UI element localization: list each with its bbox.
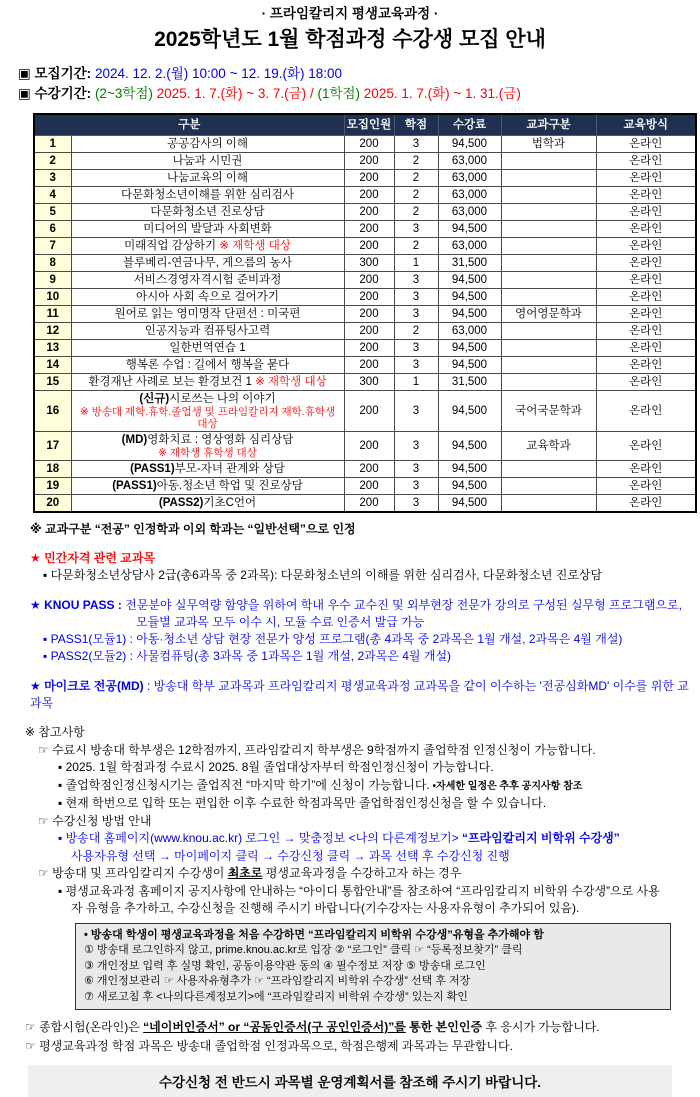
course-name-text: 다문화청소년이해를 위한 심리검사 [120, 188, 295, 201]
box-step-3: ⑥ 개인정보관리 ☞ 사용자유형추가 ☞ “프라임칼리지 비학위 수강생” 선택 후 저장 [84, 975, 471, 987]
course-name-text: 행복론 수업 : 길에서 행복을 묻다 [125, 358, 290, 371]
course-name-prefix: (PASS1) [130, 462, 175, 475]
course-name-cell [71, 374, 344, 391]
dept-cell [501, 170, 596, 187]
fee-cell: 63,000 [438, 153, 501, 170]
method-cell: 온라인 [596, 357, 696, 374]
row-number-cell: 17 [34, 432, 71, 461]
credits-cell: 3 [394, 340, 438, 357]
private-cert-heading: ★ 민간자격 관련 교과목 [30, 551, 156, 565]
course-name-text: 나눔교육의 이해 [167, 171, 248, 184]
course-period-dates-b: 2025. 1. 7.(화) ~ 1. 31.(금) [360, 86, 521, 101]
dept-cell [501, 187, 596, 204]
dept-cell: 교육학과 [501, 432, 596, 461]
course-name-cell [71, 187, 344, 204]
course-name-line [74, 223, 342, 236]
course-name-cell [71, 461, 344, 478]
course-name-cell [71, 170, 344, 187]
credits-cell: 2 [394, 204, 438, 221]
reference-notes-section [0, 724, 700, 918]
table-row [34, 221, 696, 238]
credits-cell: 3 [394, 289, 438, 306]
note-credit-recognition: ☞ 수료시 방송대 학부생은 12학점까지, 프라임칼리지 학부생은 9학점까지 졸업학점 인정신청이 가능합니다. [38, 742, 596, 757]
note-apply-nav-line2: 사용자유형 선택 → 마이페이지 클릭 → 수강신청 클릭 → 과목 선택 후 수강신청 진행 [71, 848, 510, 863]
course-name-cell [71, 204, 344, 221]
credits-cell: 2 [394, 170, 438, 187]
method-cell: 온라인 [596, 461, 696, 478]
final-notes [0, 1018, 700, 1056]
table-row [34, 187, 696, 204]
capacity-cell: 200 [344, 478, 394, 495]
course-period-credit-b: (1학점) [317, 86, 361, 101]
fee-cell: 31,500 [438, 374, 501, 391]
course-name-cell [71, 255, 344, 272]
capacity-cell: 200 [344, 357, 394, 374]
credits-cell: 3 [394, 136, 438, 153]
notes-heading: ※ 참고사항 [25, 725, 85, 739]
dept-cell [501, 495, 596, 513]
course-name-cell [71, 306, 344, 323]
knou-pass-section [0, 597, 700, 665]
col-header-credits: 학점 [394, 114, 438, 136]
course-name-cell [71, 136, 344, 153]
course-name-text: 영화치료 : 영상영화 심리상담 [147, 433, 294, 446]
recruit-period-value: 2024. 12. 2.(월) 10:00 ~ 12. 19.(화) 18:00 [94, 66, 343, 81]
col-header-fee: 수강료 [438, 114, 501, 136]
period-info [18, 64, 700, 104]
dept-cell [501, 255, 596, 272]
credits-cell: 1 [394, 374, 438, 391]
note-first-time-line [38, 865, 700, 883]
capacity-cell: 200 [344, 204, 394, 221]
course-name-line [74, 376, 342, 389]
course-period-line [18, 84, 700, 104]
course-name-cell [71, 357, 344, 374]
method-cell: 온라인 [596, 170, 696, 187]
row-number-cell: 4 [34, 187, 71, 204]
course-note-inline: ※ 재학생 대상 [251, 375, 327, 388]
footer-notice: 수강신청 전 반드시 과목별 운영계획서를 참조해 주시기 바랍니다. [28, 1065, 672, 1097]
credits-cell: 2 [394, 153, 438, 170]
method-cell: 온라인 [596, 391, 696, 432]
course-name-cell [71, 323, 344, 340]
table-row [34, 136, 696, 153]
course-name-cell [71, 432, 344, 461]
first-time-pre: ☞ 방송대 및 프라임칼리지 수강생이 [38, 866, 228, 880]
note-credit-sub2-extra: •자세한 일정은 추후 공지사항 참조 [429, 780, 583, 792]
col-header-method: 교육방식 [596, 114, 696, 136]
recruit-period-label: ▣ 모집기간: [18, 66, 92, 81]
fee-cell: 94,500 [438, 391, 501, 432]
row-number-cell: 5 [34, 204, 71, 221]
capacity-cell: 200 [344, 153, 394, 170]
fee-cell: 94,500 [438, 461, 501, 478]
course-name-text: 나눔과 시민권 [172, 154, 243, 167]
dept-cell [501, 340, 596, 357]
dept-cell [501, 478, 596, 495]
capacity-cell: 200 [344, 238, 394, 255]
table-row [34, 432, 696, 461]
fee-cell: 94,500 [438, 272, 501, 289]
row-number-cell: 11 [34, 306, 71, 323]
course-name-line [74, 342, 342, 355]
fee-cell: 31,500 [438, 255, 501, 272]
course-name-text: 환경재난 사례로 보는 환경보건 1 [88, 375, 252, 388]
table-row [34, 323, 696, 340]
recruit-period-line [18, 64, 700, 84]
table-row [34, 391, 696, 432]
row-number-cell: 6 [34, 221, 71, 238]
course-name-text: 기초C언어 [203, 496, 257, 509]
table-row [34, 255, 696, 272]
course-name-cell [71, 221, 344, 238]
course-period-label: ▣ 수강기간: [18, 86, 92, 101]
knou-pass-desc2: 모듈별 교과목 모두 이수 시, 모듈 수료 인증서 발급 가능 [136, 615, 425, 629]
course-name-cell [71, 340, 344, 357]
row-number-cell: 1 [34, 136, 71, 153]
method-cell: 온라인 [596, 204, 696, 221]
note-apply-nav-line1 [58, 830, 700, 848]
course-name-line [74, 434, 342, 447]
knou-pass-heading: ★ KNOU PASS : [30, 598, 126, 612]
private-cert-section [0, 550, 700, 584]
table-row [34, 289, 696, 306]
method-cell: 온라인 [596, 340, 696, 357]
table-row [34, 374, 696, 391]
dept-cell [501, 204, 596, 221]
dept-cell: 법학과 [501, 136, 596, 153]
fee-cell: 63,000 [438, 204, 501, 221]
capacity-cell: 200 [344, 391, 394, 432]
dept-cell: 영어영문학과 [501, 306, 596, 323]
table-row [34, 461, 696, 478]
note-first-time-sub: ▪ 평생교육과정 홈페이지 공지사항에 안내하는 “아이디 통합안내”를 참조하여 “프라임칼리지 비학위 수강생”으로 사용자 유형을 추가하고, 수강신청을 진행해 주시기 바랍니다(기수강자는 사용자유형이 추가되어 있음). [58, 883, 660, 915]
fee-cell: 63,000 [438, 238, 501, 255]
method-cell: 온라인 [596, 255, 696, 272]
note-credit-sub2-text: ▪ 졸업학점인정신청시기는 졸업직전 “마지막 학기”에 신청이 가능합니다. [58, 777, 430, 792]
micro-major-heading: ★ 마이크로 전공(MD) [30, 679, 144, 693]
fee-cell: 94,500 [438, 136, 501, 153]
knou-pass-desc1: 전문분야 실무역량 함양을 위하여 학내 우수 교수진 및 외부현장 전문가 강의로 구성된 실무형 프로그램으로, [125, 598, 682, 612]
dept-cell [501, 323, 596, 340]
dept-cell [501, 272, 596, 289]
table-row [34, 340, 696, 357]
col-header-capacity: 모집인원 [344, 114, 394, 136]
first-time-emph: 최초로 [227, 866, 263, 880]
credits-cell: 2 [394, 187, 438, 204]
course-name-text: 미디어의 발달과 사회변화 [143, 222, 272, 235]
credits-cell: 3 [394, 357, 438, 374]
fee-cell: 94,500 [438, 495, 501, 513]
credits-cell: 3 [394, 391, 438, 432]
credits-cell: 2 [394, 323, 438, 340]
course-name-cell [71, 391, 344, 432]
course-name-line [74, 240, 342, 253]
box-step-2: ③ 개인정보 입력 후 실명 확인, 공동이용약관 동의 ④ 필수정보 저장 ⑤ 방송대 로그인 [84, 959, 486, 972]
capacity-cell: 200 [344, 289, 394, 306]
dept-cell [501, 153, 596, 170]
course-name-line [74, 393, 342, 406]
row-number-cell: 3 [34, 170, 71, 187]
capacity-cell: 200 [344, 495, 394, 513]
table-row [34, 306, 696, 323]
capacity-cell: 200 [344, 221, 394, 238]
course-name-text: 블루베리-연금나무, 게으름의 농사 [123, 256, 292, 269]
course-name-line [74, 206, 342, 219]
row-number-cell: 16 [34, 391, 71, 432]
box-step-1: ① 방송대 로그인하지 않고, prime.knou.ac.kr로 입장 ② “로그인” 클릭 ☞ “등록정보찾기” 클릭 [84, 944, 523, 956]
method-cell: 온라인 [596, 221, 696, 238]
course-table-body [34, 136, 696, 513]
table-row [34, 478, 696, 495]
capacity-cell: 200 [344, 340, 394, 357]
credits-cell: 3 [394, 478, 438, 495]
method-cell: 온라인 [596, 306, 696, 323]
nav-path-text: ▪ 방송대 홈페이지(www.knou.ac.kr) 로그인 → 맞춤정보 <나의 다른계정보기> [58, 831, 462, 845]
knou-pass-desc-line [30, 597, 700, 614]
fee-cell: 94,500 [438, 357, 501, 374]
fee-cell: 94,500 [438, 221, 501, 238]
course-note-inline: ※ 재학생 대상 [216, 239, 291, 252]
micro-major-section [0, 678, 700, 712]
course-name-text: 공공감사의 이해 [167, 137, 248, 150]
credits-cell: 3 [394, 272, 438, 289]
table-row [34, 204, 696, 221]
table-row [34, 272, 696, 289]
dept-cell [501, 357, 596, 374]
exam-auth-bold: 통한 본인인증 [405, 1020, 483, 1034]
capacity-cell: 200 [344, 136, 394, 153]
row-number-cell: 20 [34, 495, 71, 513]
course-name-text: 일한번역연습 1 [169, 341, 246, 354]
course-table [33, 113, 697, 513]
course-name-line [74, 291, 342, 304]
course-name-cell [71, 238, 344, 255]
course-name-line [74, 274, 342, 287]
row-number-cell: 8 [34, 255, 71, 272]
course-name-line [74, 155, 342, 168]
row-number-cell: 2 [34, 153, 71, 170]
course-name-prefix: (PASS2) [158, 496, 204, 509]
fee-cell: 94,500 [438, 478, 501, 495]
course-name-text: 다문화청소년 진로상담 [150, 205, 265, 218]
doc-subtitle: · 프라임칼리지 평생교육과정 · [261, 6, 439, 21]
micro-major-line [30, 678, 700, 712]
row-number-cell: 19 [34, 478, 71, 495]
method-cell: 온라인 [596, 272, 696, 289]
course-period-credit-a: (2~3학점) [94, 86, 153, 101]
first-time-post: 평생교육과정을 수강하고자 하는 경우 [262, 866, 462, 880]
method-cell: 온라인 [596, 323, 696, 340]
course-name-text: 아시아 사회 속으로 걸어가기 [136, 290, 279, 303]
method-cell: 온라인 [596, 238, 696, 255]
method-cell: 온라인 [596, 153, 696, 170]
private-cert-item: ▪ 다문화청소년상담사 2급(총6과목 중 2과목): 다문화청소년의 이해를 위한 심리검사, 다문화청소년 진로상담 [43, 568, 603, 582]
fee-cell: 94,500 [438, 289, 501, 306]
knou-pass-item-2: ▪ PASS2(모듈2) : 사물컴퓨팅(총 3과목 중 1과목은 1월 개설, 2과목은 4월 개설) [43, 649, 452, 663]
capacity-cell: 300 [344, 374, 394, 391]
course-name-prefix: (PASS1) [112, 479, 157, 492]
dept-cell [501, 238, 596, 255]
course-name-line [74, 497, 342, 510]
course-name-line [74, 138, 342, 151]
course-note-line2: ※ 재학생 휴학생 대상 [158, 446, 257, 459]
credits-cell: 3 [394, 495, 438, 513]
row-number-cell: 7 [34, 238, 71, 255]
row-number-cell: 15 [34, 374, 71, 391]
fee-cell: 63,000 [438, 187, 501, 204]
credits-cell: 3 [394, 461, 438, 478]
course-name-line [74, 359, 342, 372]
col-header-dept: 교과구분 [501, 114, 596, 136]
nav-user-type: “프라임칼리지 비학위 수강생” [462, 831, 620, 845]
method-cell: 온라인 [596, 289, 696, 306]
course-name-text: 인공지능과 컴퓨팅사고력 [144, 324, 271, 337]
fee-cell: 63,000 [438, 170, 501, 187]
dept-cell [501, 289, 596, 306]
col-header-category: 구분 [34, 114, 344, 136]
course-name-text: 시로쓰는 나의 이야기 [169, 392, 276, 405]
dept-cell [501, 374, 596, 391]
course-name-line [74, 172, 342, 185]
course-name-cell [71, 153, 344, 170]
doc-title: 2025학년도 1월 학점과정 수강생 모집 안내 [154, 28, 546, 51]
row-number-cell: 13 [34, 340, 71, 357]
dept-cell [501, 461, 596, 478]
capacity-cell: 200 [344, 272, 394, 289]
capacity-cell: 200 [344, 187, 394, 204]
course-name-line [74, 325, 342, 338]
course-name-line [74, 257, 342, 270]
credits-cell: 2 [394, 238, 438, 255]
method-cell: 온라인 [596, 374, 696, 391]
account-setup-box [75, 923, 671, 1011]
exam-auth-pre: ☞ 종합시험(온라인)은 [25, 1020, 144, 1034]
note-apply-method-heading: ☞ 수강신청 방법 안내 [38, 813, 152, 828]
course-note-line2: ※ 방송대 재학.휴학.졸업생 및 프라임칼리지 재학.휴학생 대상 [79, 405, 336, 430]
capacity-cell: 200 [344, 432, 394, 461]
box-step-4: ⑦ 새로고침 후 <나의다른계정보기>에 “프라임칼리지 비학위 수강생” 있는지 확인 [84, 990, 468, 1003]
course-name-line [74, 463, 342, 476]
dept-cell [501, 221, 596, 238]
credits-cell: 3 [394, 306, 438, 323]
exam-auth-post: 후 응시가 가능합니다. [482, 1020, 600, 1034]
knou-pass-item-1: ▪ PASS1(모듈1) : 아동·청소년 상담 현장 전문가 양성 프로그램(총 4과목 중 2과목은 1월 개설, 2과목은 4월 개설) [43, 632, 623, 646]
micro-major-desc: : 방송대 학부 교과목과 프라임칼리지 평생교육과정 교과목을 같이 이수하는 '전공심화MD' 이수를 위한 교과목 [30, 679, 689, 710]
course-name-line [74, 189, 342, 202]
course-name-cell [71, 495, 344, 513]
course-name-cell [71, 289, 344, 306]
method-cell: 온라인 [596, 432, 696, 461]
box-title: • 방송대 학생이 평생교육과정을 처음 수강하면 “프라임칼리지 비학위 수강생”유형을 추가해야 함 [84, 928, 544, 941]
row-number-cell: 14 [34, 357, 71, 374]
method-cell: 온라인 [596, 478, 696, 495]
course-name-cell [71, 478, 344, 495]
course-name-text: 아동.청소년 학업 및 진로상담 [156, 479, 303, 492]
fee-cell: 94,500 [438, 306, 501, 323]
course-table-header-row [34, 114, 696, 136]
fee-cell: 63,000 [438, 323, 501, 340]
course-name-prefix: (신규) [139, 392, 170, 405]
note-credit-sub1: ▪ 2025. 1월 학점과정 수료시 2025. 8월 졸업대상자부터 학점인정신청이 가능합니다. [58, 760, 494, 774]
fee-cell: 94,500 [438, 340, 501, 357]
method-cell: 온라인 [596, 187, 696, 204]
method-cell: 온라인 [596, 495, 696, 513]
method-cell: 온라인 [596, 136, 696, 153]
row-number-cell: 12 [34, 323, 71, 340]
course-name-text: 부모-자녀 관계와 상담 [174, 462, 285, 475]
note-credit-sub3: ▪ 현재 학번으로 입학 또는 편입한 이후 수료한 학점과목만 졸업학점인정신청을 할 수 있습니다. [58, 796, 547, 810]
dept-cell: 국어국문학과 [501, 391, 596, 432]
credits-cell: 1 [394, 255, 438, 272]
capacity-cell: 200 [344, 323, 394, 340]
table-row [34, 495, 696, 513]
credits-cell: 3 [394, 221, 438, 238]
course-name-text: 서비스경영자격시험 준비과정 [133, 273, 282, 286]
table-row [34, 238, 696, 255]
course-name-prefix: (MD) [121, 433, 148, 446]
course-name-line [74, 308, 342, 321]
table-row [34, 170, 696, 187]
course-name-cell [71, 272, 344, 289]
capacity-cell: 200 [344, 170, 394, 187]
row-number-cell: 10 [34, 289, 71, 306]
capacity-cell: 200 [344, 306, 394, 323]
fee-cell: 94,500 [438, 432, 501, 461]
course-name-text: 미래직업 감상하기 [124, 239, 217, 252]
credits-cell: 3 [394, 432, 438, 461]
exam-auth-line [25, 1018, 700, 1037]
credit-bank-line: ☞ 평생교육과정 학점 과목은 방송대 졸업학점 인정과목으로, 학점은행제 과목과는 무관합니다. [25, 1039, 513, 1053]
table-footnote: ※ 교과구분 “전공” 인정학과 이외 학과는 “일반선택”으로 인정 [30, 522, 356, 536]
row-number-cell: 9 [34, 272, 71, 289]
course-period-dates-a: 2025. 1. 7.(화) ~ 3. 7.(금) / [152, 86, 318, 101]
table-row [34, 357, 696, 374]
course-name-text: 원어로 읽는 영미명작 단편선 : 미국편 [114, 307, 301, 320]
course-name-line [74, 480, 342, 493]
exam-auth-methods: “네이버인증서” or “공동인증서(구 공인인증서)”를 [143, 1020, 406, 1034]
capacity-cell: 200 [344, 461, 394, 478]
row-number-cell: 18 [34, 461, 71, 478]
note-credit-sub2 [58, 777, 700, 796]
capacity-cell: 300 [344, 255, 394, 272]
table-row [34, 153, 696, 170]
